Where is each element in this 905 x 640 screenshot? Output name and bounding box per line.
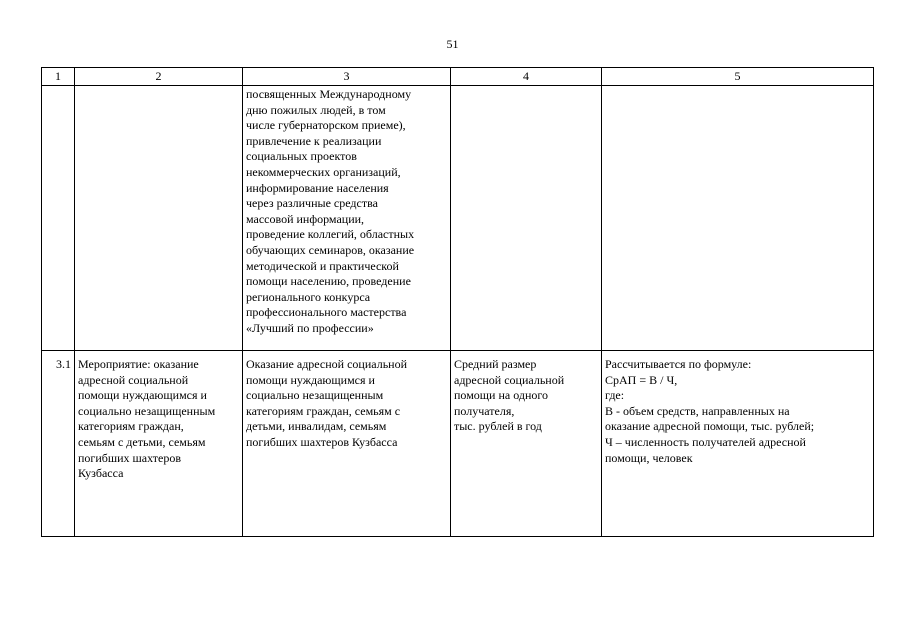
- text-line: адресной социальной: [78, 372, 189, 387]
- cont-col-1: [42, 86, 75, 351]
- item-event-name: [75, 351, 243, 537]
- header-col-5: 5: [602, 68, 874, 86]
- text-line: погибших шахтеров Кузбасса: [246, 434, 398, 449]
- text-line: категориям граждан,: [78, 419, 184, 434]
- text-line: категориям граждан, семьям с: [246, 403, 401, 418]
- text-line: помощи на одного: [454, 388, 549, 403]
- text-line: «Лучший по профессии»: [246, 320, 374, 335]
- text-line: социально незащищенным: [78, 403, 216, 418]
- text-line: регионального конкурса: [246, 289, 371, 304]
- table-header-row: [42, 68, 874, 86]
- table-row-item-3-1: [42, 351, 874, 537]
- item-formula: [602, 351, 874, 537]
- header-col-1: 1: [42, 68, 75, 86]
- text-line: Рассчитывается по формуле:: [605, 357, 752, 371]
- cont-col-4: [451, 86, 602, 351]
- text-line: числе губернаторском приеме),: [246, 118, 406, 133]
- text-line: посвященных Международному: [246, 87, 412, 101]
- text-line: привлечение к реализации: [246, 133, 382, 148]
- text-line: получателя,: [454, 403, 515, 418]
- table-row-continuation: [42, 86, 874, 351]
- text-line: адресной социальной: [454, 372, 565, 387]
- text-line: погибших шахтеров: [78, 450, 182, 465]
- text-line: где:: [605, 388, 625, 403]
- text-line: Ч – численность получателей адресной: [605, 434, 806, 449]
- text-line: В - объем средств, направленных на: [605, 403, 790, 418]
- text-line: Средний размер: [454, 357, 537, 371]
- text-line: проведение коллегий, областных: [246, 227, 415, 242]
- text-line: социально незащищенным: [246, 388, 384, 403]
- text-line: некоммерческих организаций,: [246, 164, 401, 179]
- text-line: профессионального мастерства: [246, 305, 407, 320]
- text-line: дню пожилых людей, в том: [246, 102, 386, 117]
- header-col-2: 2: [75, 68, 243, 86]
- cont-col-5: [602, 86, 874, 351]
- page-number: 51: [446, 37, 459, 51]
- text-line: социальных проектов: [246, 149, 357, 164]
- text-line: Оказание адресной социальной: [246, 357, 408, 371]
- item-description: [243, 351, 451, 537]
- text-line: детьми, инвалидам, семьям: [246, 419, 387, 434]
- text-line: методической и практической: [246, 258, 399, 273]
- text-line: помощи населению, проведение: [246, 274, 411, 289]
- text-line: через различные средства: [246, 196, 378, 211]
- text-line: СрАП = В / Ч,: [605, 372, 678, 387]
- item-number: 3.1: [42, 351, 75, 537]
- header-col-4: 4: [451, 68, 602, 86]
- cont-col-3: [243, 86, 451, 351]
- text-line: информирование населения: [246, 180, 389, 195]
- cont-col-2: [75, 86, 243, 351]
- document-table: [41, 67, 874, 537]
- header-col-3: 3: [243, 68, 451, 86]
- text-line: помощи нуждающимся и: [246, 372, 375, 387]
- text-line: семьям с детьми, семьям: [78, 434, 206, 449]
- text-line: обучающих семинаров, оказание: [246, 242, 415, 257]
- item-indicator: [451, 351, 602, 537]
- text-line: оказание адресной помощи, тыс. рублей;: [605, 419, 815, 434]
- text-line: помощи нуждающимся и: [78, 388, 207, 403]
- text-line: помощи, человек: [605, 450, 693, 465]
- text-line: Кузбасса: [78, 466, 124, 481]
- text-line: Мероприятие: оказание: [78, 357, 199, 371]
- text-line: массовой информации,: [246, 211, 365, 226]
- text-line: тыс. рублей в год: [454, 419, 542, 434]
